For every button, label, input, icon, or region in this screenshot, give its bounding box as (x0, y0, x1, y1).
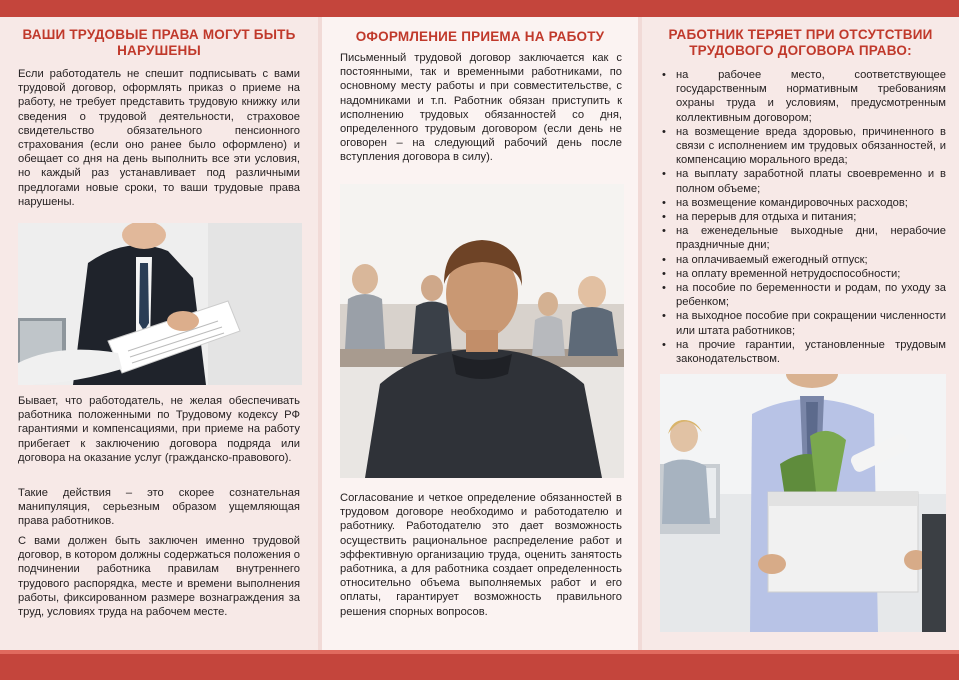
panel-rights-violated (0, 17, 318, 650)
panel-lost-rights (642, 17, 959, 650)
list-item: • на оплачиваемый ежегодный отпуск; (660, 253, 946, 267)
panel-title: ВАШИ ТРУДОВЫЕ ПРАВА МОГУТ БЫТЬ НАРУШЕНЫ (22, 27, 296, 58)
list-item: • на выходное пособие при сокращении численности или штата работников; (660, 309, 946, 337)
list-item: • на выплату заработной платы своевременно и в полном объеме; (660, 167, 946, 195)
paragraph: С вами должен быть заключен именно трудовой договор, в котором должны содержаться положения о подчинении работника правилам внутреннего трудового распорядка, месте и времени выполнения работы, фиксированном размере вознаграждения за труд, условиях труда на рабочем месте. (18, 535, 300, 619)
paragraph: Если работодатель не спешит подписывать с вами трудовой договор, оформлять приказ о приеме на работу, не требует представить трудовую книжку или сведения о трудовой деятельности, страховое свидетельство обязательного пенсионного страхования (если оно ранее было оформлено) и обещает со дня на день выполнить все эти условия, но каждый раз устанавливает под различными предлогами новые сроки, то ваши трудовые права нарушены. (18, 68, 300, 208)
photo-job-interview (340, 184, 624, 478)
list-item: • на еженедельные выходные дни, нерабочие праздничные дни; (660, 224, 946, 252)
photo-dismissed-worker-with-box (660, 374, 946, 632)
photo-handing-document (18, 223, 302, 385)
panel-hiring-registration (322, 17, 638, 650)
panel-title: ОФОРМЛЕНИЕ ПРИЕМА НА РАБОТУ (355, 29, 605, 44)
list-item: • на возмещение вреда здоровью, причиненного в связи с исполнением им трудовых обязанностей, и компенсацию морального вреда; (660, 125, 946, 168)
rights-list (660, 68, 946, 366)
list-item: • на перерыв для отдыха и питания; (660, 210, 946, 224)
list-item: • на рабочее место, соответствующее государственным нормативным требованиям охраны труда и условиям, предусмотренным коллективным договором; (660, 68, 946, 125)
list-item: • на оплату временной нетрудоспособности; (660, 267, 946, 281)
list-item: • на прочие гарантии, установленные трудовым законодательством. (660, 338, 946, 366)
paragraph: Бывает, что работодатель, не желая обеспечивать работника положенными по Трудовому кодексу РФ гарантиями и компенсациями, при приеме на работу прибегает к заключению договора подряда или договора на оказание услуг (гражданско-правового). (18, 395, 300, 464)
list-item: • на возмещение командировочных расходов; (660, 196, 946, 210)
panel-title: РАБОТНИК ТЕРЯЕТ ПРИ ОТСУТСТВИИ ТРУДОВОГО ДОГОВОРА ПРАВО: (668, 27, 933, 58)
top-banner-stripe (0, 0, 959, 17)
paragraph: Письменный трудовой договор заключается как с постоянными, так и временными работниками, по основному месту работы и при совместительстве, с надомниками и т.п. Работник обязан приступить к исполнению трудовых обязанностей со дня, определенного трудовым договором (если день не оговорен – на следующий рабочий день после вступления договора в силу). (340, 52, 622, 164)
bottom-banner-stripe (0, 650, 959, 680)
paragraph: Согласование и четкое определение обязанностей в трудовом договоре необходимо и работодателю и работнику. Работодателю это дает возможность осуществить рациональное распределение работ и эффективную организацию труда, оценить занятость работника, а для работника создает определенность относительно объема выполняемых работ и его оплаты, гарантирует возможность правильного решения спорных вопросов. (340, 492, 622, 618)
list-item: • на пособие по беременности и родам, по уходу за ребенком; (660, 281, 946, 309)
paragraph: Такие действия – это скорее сознательная манипуляция, серьезным образом ущемляющая права работников. (18, 487, 300, 528)
